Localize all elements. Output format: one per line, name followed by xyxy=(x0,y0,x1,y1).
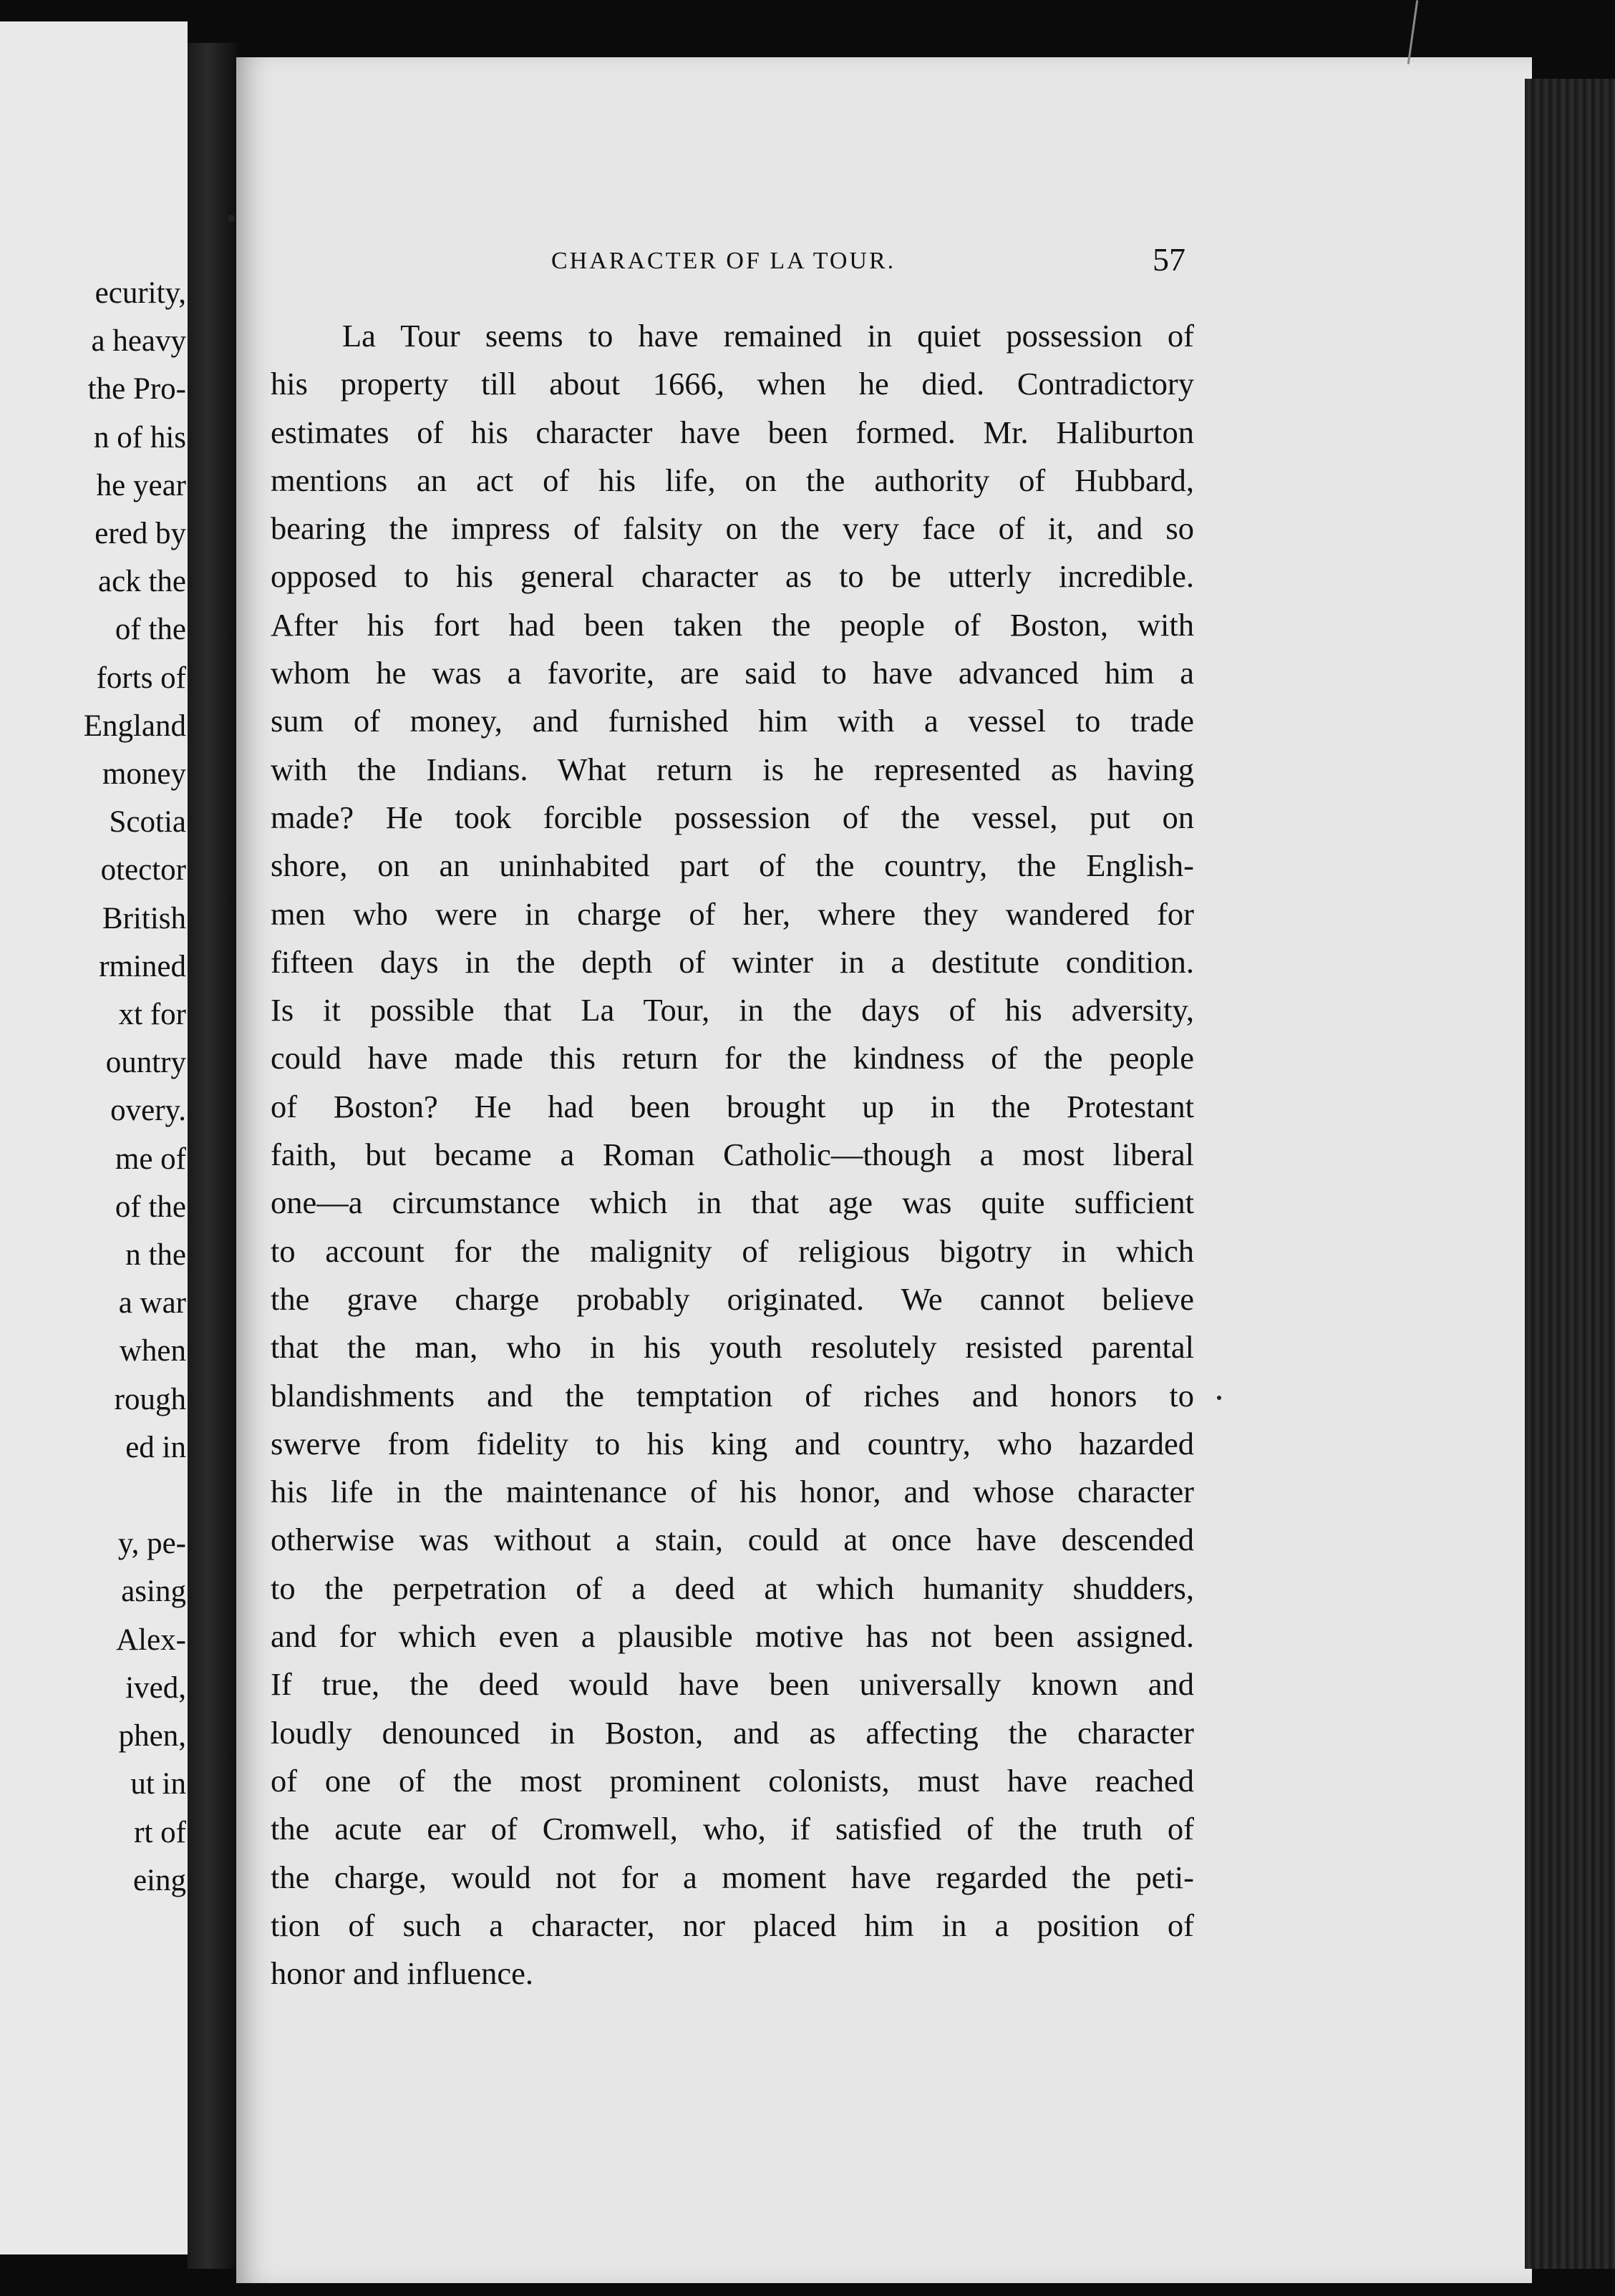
text-line: blandishments and the temptation of riches and honors to xyxy=(271,1377,1194,1414)
left-page-line xyxy=(0,1472,186,1519)
text-line: loudly denounced in Boston, and as affecting the character xyxy=(271,1714,1194,1751)
left-page-line: of the xyxy=(115,613,186,647)
left-page-line: n the xyxy=(125,1238,186,1273)
text-line: and for which even a plausible motive has not been assigned. xyxy=(271,1618,1194,1655)
text-line: faith, but became a Roman Catholic—though a most liberal xyxy=(271,1137,1194,1173)
text-line: swerve from fidelity to his king and country, who hazarded xyxy=(271,1425,1194,1461)
text-line: opposed to his general character as to be utterly incredible. xyxy=(271,558,1194,595)
left-page-line: ack the xyxy=(98,565,186,599)
left-page-line: eing xyxy=(132,1863,186,1897)
text-line: fifteen days in the depth of winter in a destitute condition. xyxy=(271,943,1194,980)
left-page-line: ered by xyxy=(94,517,186,551)
left-page-line: Alex- xyxy=(116,1623,186,1657)
text-line: La Tour seems to have remained in quiet possession of xyxy=(342,318,1194,354)
left-page-line: ountry xyxy=(105,1046,186,1080)
left-page-line: rt of xyxy=(134,1815,186,1849)
text-line: the grave charge probably originated. We cannot believe xyxy=(271,1280,1194,1317)
left-page-line: asing xyxy=(121,1575,186,1609)
left-page-line: the Pro- xyxy=(87,372,186,407)
left-page-line: otector xyxy=(100,853,186,887)
text-line: tion of such a character, nor placed him in a position of xyxy=(271,1907,1194,1943)
left-page-line: British xyxy=(102,901,186,935)
text-line: to the perpetration of a deed at which humanity shudders, xyxy=(271,1570,1194,1606)
text-line: the acute ear of Cromwell, who, if satisfied of the truth of xyxy=(271,1811,1194,1847)
left-page-line: n of his xyxy=(94,420,186,454)
left-page-line: a heavy xyxy=(91,324,186,359)
text-line: men who were in charge of her, where they wandered for xyxy=(271,895,1194,932)
text-line: mentions an act of his life, on the authority of Hubbard, xyxy=(271,462,1194,498)
body-text xyxy=(271,312,1194,1998)
left-facing-page xyxy=(0,21,188,2254)
text-line: shore, on an uninhabited part of the country, the English- xyxy=(271,847,1194,884)
page-edges xyxy=(1525,79,1615,2269)
text-line: that the man, who in his youth resolutely resisted parental xyxy=(271,1329,1194,1366)
text-line: his life in the maintenance of his honor, and whose character xyxy=(271,1474,1194,1510)
book-gutter xyxy=(188,43,238,2269)
speck-mark xyxy=(1217,1396,1221,1400)
left-page-line: England xyxy=(83,709,186,743)
text-line: to account for the malignity of religious bigotry in which xyxy=(271,1232,1194,1269)
text-line: sum of money, and furnished him with a vessel to trade xyxy=(271,703,1194,739)
text-line: After his fort had been taken the people of Boston, with xyxy=(271,606,1194,643)
text-line: Is it possible that La Tour, in the days of his adversity, xyxy=(271,992,1194,1028)
text-line: whom he was a favorite, are said to have advanced him a xyxy=(271,655,1194,691)
left-page-line: when xyxy=(119,1334,186,1368)
left-page-line: money xyxy=(102,757,186,792)
left-page-line: rough xyxy=(114,1382,186,1416)
text-line: the charge, would not for a moment have regarded the peti- xyxy=(271,1859,1194,1895)
text-line: bearing the impress of falsity on the very face of it, and so xyxy=(271,510,1194,547)
text-line: one—a circumstance which in that age was quite sufficient xyxy=(271,1185,1194,1221)
text-line: could have made this return for the kindness of the people xyxy=(271,1040,1194,1076)
text-line: with the Indians. What return is he represented as having xyxy=(271,751,1194,787)
running-head: CHARACTER OF LA TOUR. xyxy=(551,248,896,274)
left-page-line: he year xyxy=(96,468,186,502)
left-page-line: Scotia xyxy=(109,805,186,840)
text-line: estimates of his character have been formed. Mr. Haliburton xyxy=(271,414,1194,450)
text-line: If true, the deed would have been universally known and xyxy=(271,1666,1194,1703)
left-page-line: ut in xyxy=(130,1767,186,1801)
left-page-line: y, pe- xyxy=(117,1527,186,1561)
text-line: made? He took forcible possession of the vessel, put on xyxy=(271,799,1194,835)
page-number: 57 xyxy=(1153,241,1185,278)
left-page-line: a war xyxy=(118,1286,186,1320)
scratch-mark xyxy=(1407,0,1418,64)
text-line: of one of the most prominent colonists, must have reached xyxy=(271,1762,1194,1799)
left-page-line: overy. xyxy=(110,1094,186,1128)
text-line: his property till about 1666, when he died. Contradictory xyxy=(271,366,1194,402)
left-page-line: rmined xyxy=(99,949,186,983)
text-line: of Boston? He had been brought up in the Protestant xyxy=(271,1088,1194,1124)
left-page-line: of the xyxy=(115,1190,186,1224)
left-page-text xyxy=(0,269,186,1905)
text-line: otherwise was without a stain, could at once have descended xyxy=(271,1522,1194,1558)
text-line: honor and influence. xyxy=(271,1955,533,1992)
left-page-line: phen, xyxy=(118,1719,186,1753)
left-page-line: me of xyxy=(115,1142,186,1176)
left-page-line: ived, xyxy=(125,1670,186,1705)
speck-mark xyxy=(228,215,235,222)
left-page-line: forts of xyxy=(96,661,186,695)
left-page-line: ecurity, xyxy=(94,276,186,310)
left-page-line: xt for xyxy=(118,998,186,1032)
left-page-line: ed in xyxy=(125,1430,186,1464)
